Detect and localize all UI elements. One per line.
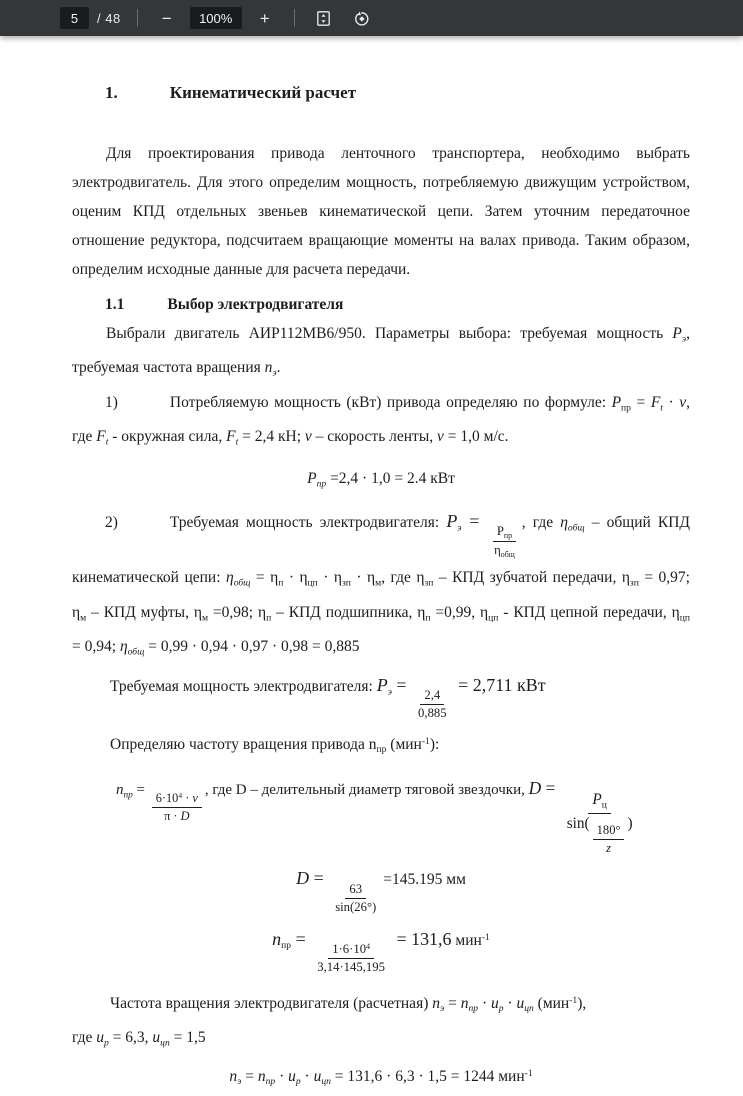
rotate-button[interactable] bbox=[349, 5, 375, 31]
zoom-in-button[interactable]: + bbox=[252, 5, 278, 31]
page-number-input[interactable] bbox=[60, 7, 89, 29]
formula-line: D = $\frac{63}{\sin(26^\circ)}$ =145.195 мм bbox=[296, 868, 466, 914]
paragraph-line: Выбрали двигатель АИР112МВ6/950. Параметры выбора: требуемая мощность $P_э$, bbox=[106, 325, 690, 345]
paragraph-line: Частота вращения электродвигателя (расчетная) $n_э = n_{пр} \cdot u_р \cdot u_{цп}$ (мин$^{-1}$), bbox=[110, 994, 587, 1014]
fit-to-page-icon bbox=[314, 9, 333, 28]
fraction: $P_ц$ sin( $\frac{180^\circ}{z}$ ) bbox=[566, 791, 633, 856]
paragraph-line: где $u_р = 6,3$, $u_{цп} = 1,5$ bbox=[72, 1028, 206, 1049]
paragraph-line: Для проектирования привода ленточного транспортера, необходимо выбрать bbox=[106, 145, 690, 162]
paragraph-line: $\eta_м$ – КПД муфты, $\eta_м =0,98$; $\eta_п$ – КПД подшипника, $\eta_п =0,99$, $\eta_{цп}$ - КПД цепной передачи, $\eta_{цп}$ bbox=[72, 603, 690, 624]
formula-line: $P_{пр} =2,4 \cdot 1,0 = 2.4$ кВт bbox=[307, 470, 455, 490]
formula-line: $n_э = n_{пр} \cdot u_р \cdot u_{цп} = 131,6 \cdot 6,3 \cdot 1,5 = 1244$ мин$^{-1}$ bbox=[229, 1067, 533, 1088]
formula-line: $n_{пр}$ = $\frac{6\cdot 10^4 \cdot v}{\pi \cdot D}$ , где D – делительный диаметр тяговой звездочки, D = $P_ц$ sin( $\frac{180^\circ}{z}$ ) bbox=[72, 774, 690, 856]
paragraph-line: отношение редуктора, подсчитаем вращающие моменты на валах привода. Таким образом, bbox=[72, 232, 690, 249]
rotate-counterclockwise-icon bbox=[352, 9, 371, 28]
page-count-label: / 48 bbox=[97, 10, 121, 26]
fit-to-page-button[interactable] bbox=[311, 5, 337, 31]
zoom-level[interactable]: 100% bbox=[190, 7, 242, 29]
zoom-out-button[interactable]: − bbox=[154, 5, 180, 31]
fraction: $\frac{P_{пр}}{\eta_{общ}}$ bbox=[494, 524, 515, 559]
fraction: $\frac{6\cdot 10^4 \cdot v}{\pi \cdot D}$ bbox=[152, 791, 202, 824]
toolbar-divider bbox=[137, 9, 138, 27]
zoom-controls bbox=[154, 5, 278, 31]
pdf-page bbox=[0, 36, 743, 1088]
paragraph-line: где $F_t$ - окружная сила, $F_t = 2,4$ кН; v – скорость ленты, v = 1,0 м/с. bbox=[72, 428, 509, 448]
fraction: $\frac{180^\circ}{z}$ bbox=[593, 823, 625, 856]
pdf-page-content bbox=[72, 78, 690, 1096]
fraction: $\frac{63}{\sin(26^\circ)}$ bbox=[335, 881, 377, 914]
paragraph-line: = 0,94; $\eta_{общ} = 0,99 \cdot 0,94 \cdot 0,97 \cdot 0,98 = 0,885$ bbox=[72, 638, 360, 658]
subsection-heading: 1.1 Выбор электродвигателя bbox=[105, 296, 344, 313]
view-controls bbox=[311, 5, 375, 31]
paragraph-line: Требуемая мощность электродвигателя: $P_э$ = $\frac{2,4}{0,885}$ = 2,711 кВт bbox=[110, 674, 546, 720]
formula-line: $n_{пр}$ = $\frac{1\cdot 6\cdot 10^4}{3,14\cdot 145,195}$ = 131,6 мин$^{-1}$ bbox=[272, 928, 490, 975]
fraction: $\frac{2,4}{0,885}$ bbox=[418, 687, 447, 720]
paragraph-line: кинематической цепи: $\eta_{общ} = \eta_п \cdot \eta_{цп} \cdot \eta_{зп} \cdot \eta_м$, где $\eta_{зп}$ – КПД зубчатой передачи, $\eta_{зп} = 0,97$; bbox=[72, 569, 690, 589]
page-controls bbox=[60, 7, 121, 29]
paragraph-line: Определяю частоту вращения привода $n_{пр}$ (мин$^{-1}$): bbox=[110, 736, 440, 756]
paragraph-line: требуемая частота вращения $n_э$. bbox=[72, 359, 281, 379]
toolbar-divider bbox=[294, 9, 295, 27]
paragraph-line: электродвигатель. Для этого определим мощность, потребляемую движущим устройством, bbox=[72, 174, 690, 191]
paragraph-line: 1) Потребляемую мощность (кВт) привода определяю по формуле: $P_{пр} = F_t \cdot v$, bbox=[105, 393, 690, 414]
paragraph-line: определим исходные данные для расчета передачи. bbox=[72, 261, 411, 278]
section-heading: 1. Кинематический расчет bbox=[105, 83, 357, 102]
pdf-toolbar bbox=[0, 0, 743, 36]
paragraph-line: оценим КПД отдельных звеньев кинематической цепи. Затем уточним передаточное bbox=[72, 203, 690, 220]
paragraph-line: 2) Требуемая мощность электродвигателя: $P_э$ = $\frac{P_{пр}}{\eta_{общ}}$ , где $\eta_{общ}$ – общий КПД bbox=[105, 510, 690, 559]
fraction: $\frac{1\cdot 6\cdot 10^4}{3,14\cdot 145,195}$ bbox=[317, 942, 385, 975]
